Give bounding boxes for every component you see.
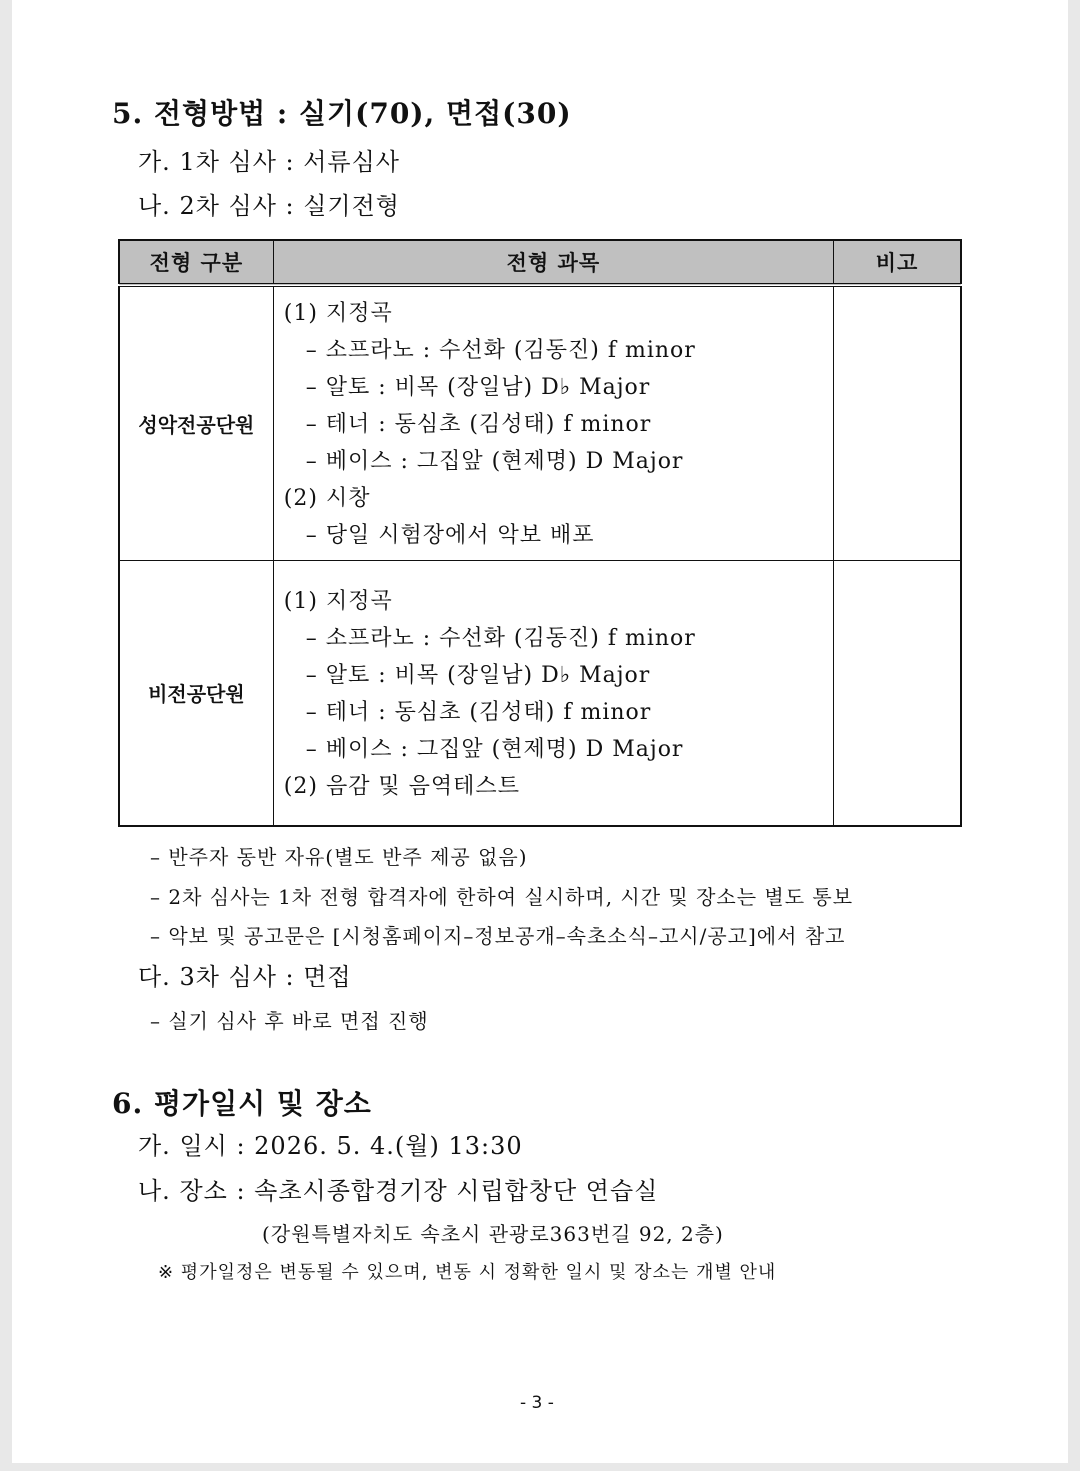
- note-line: – 악보 및 공고문은 [시청홈페이지–정보공개–속초소식–고시/공고]에서 참고: [150, 924, 846, 948]
- note-line: – 반주자 동반 자유(별도 반주 제공 없음): [150, 845, 528, 869]
- header-note: 비고: [834, 240, 961, 285]
- content-line: – 소프라노 : 수선화 (김동진) f minor: [305, 338, 696, 363]
- content-line: – 테너 : 동심초 (김성태) f minor: [305, 700, 652, 725]
- address-line: (강원특별자치도 속초시 관광로363번길 92, 2층): [262, 1222, 724, 1246]
- item-da-note: – 실기 심사 후 바로 면접 진행: [150, 1009, 429, 1033]
- content-line: – 베이스 : 그집앞 (현제명) D Major: [305, 737, 684, 762]
- content-line: – 당일 시험장에서 악보 배포: [305, 523, 595, 548]
- section6-title: 6. 평가일시 및 장소: [112, 1087, 372, 1120]
- row-category: 비전공단원: [119, 561, 273, 826]
- content-line: (2) 시창: [283, 486, 371, 511]
- content-line: (1) 지정곡: [283, 301, 393, 326]
- header-category: 전형 구분: [119, 240, 273, 285]
- header-subject: 전형 과목: [273, 240, 833, 285]
- section6-item-ga: 가. 일시 : 2026. 5. 4.(월) 13:30: [138, 1132, 523, 1160]
- section6-item-na: 나. 장소 : 속초시종합경기장 시립합창단 연습실: [138, 1177, 659, 1205]
- content-line: – 알토 : 비목 (장일남) D♭ Major: [305, 375, 651, 400]
- schedule-notice: ※ 평가일정은 변동될 수 있으며, 변동 시 정확한 일시 및 장소는 개별 안내: [158, 1262, 777, 1283]
- content-line: (2) 음감 및 음역테스트: [283, 774, 520, 799]
- page-number: - 3 -: [520, 1393, 554, 1413]
- content-line: – 베이스 : 그집앞 (현제명) D Major: [305, 449, 684, 474]
- row-content: [273, 285, 833, 561]
- row-content: [273, 561, 833, 826]
- content-line: – 알토 : 비목 (장일남) D♭ Major: [305, 663, 651, 688]
- row-category: 성악전공단원: [119, 285, 273, 561]
- row-note: [834, 285, 961, 561]
- section5-title: 5. 전형방법 : 실기(70), 면접(30): [112, 97, 572, 130]
- table-header-row: [119, 240, 961, 285]
- section5-item-ga: 가. 1차 심사 : 서류심사: [138, 148, 400, 176]
- note-line: – 2차 심사는 1차 전형 합격자에 한하여 실시하며, 시간 및 장소는 별도 통보: [150, 885, 854, 909]
- section5-item-da: 다. 3차 심사 : 면접: [138, 963, 352, 991]
- section5-item-na: 나. 2차 심사 : 실기전형: [138, 192, 400, 220]
- content-line: – 소프라노 : 수선화 (김동진) f minor: [305, 626, 696, 651]
- content-line: (1) 지정곡: [283, 589, 393, 614]
- content-line: – 테너 : 동심초 (김성태) f minor: [305, 412, 652, 437]
- table-row: [119, 561, 961, 826]
- row-note: [834, 561, 961, 826]
- document-page: [12, 0, 1068, 1463]
- table-row: [119, 285, 961, 561]
- selection-table: [118, 239, 962, 827]
